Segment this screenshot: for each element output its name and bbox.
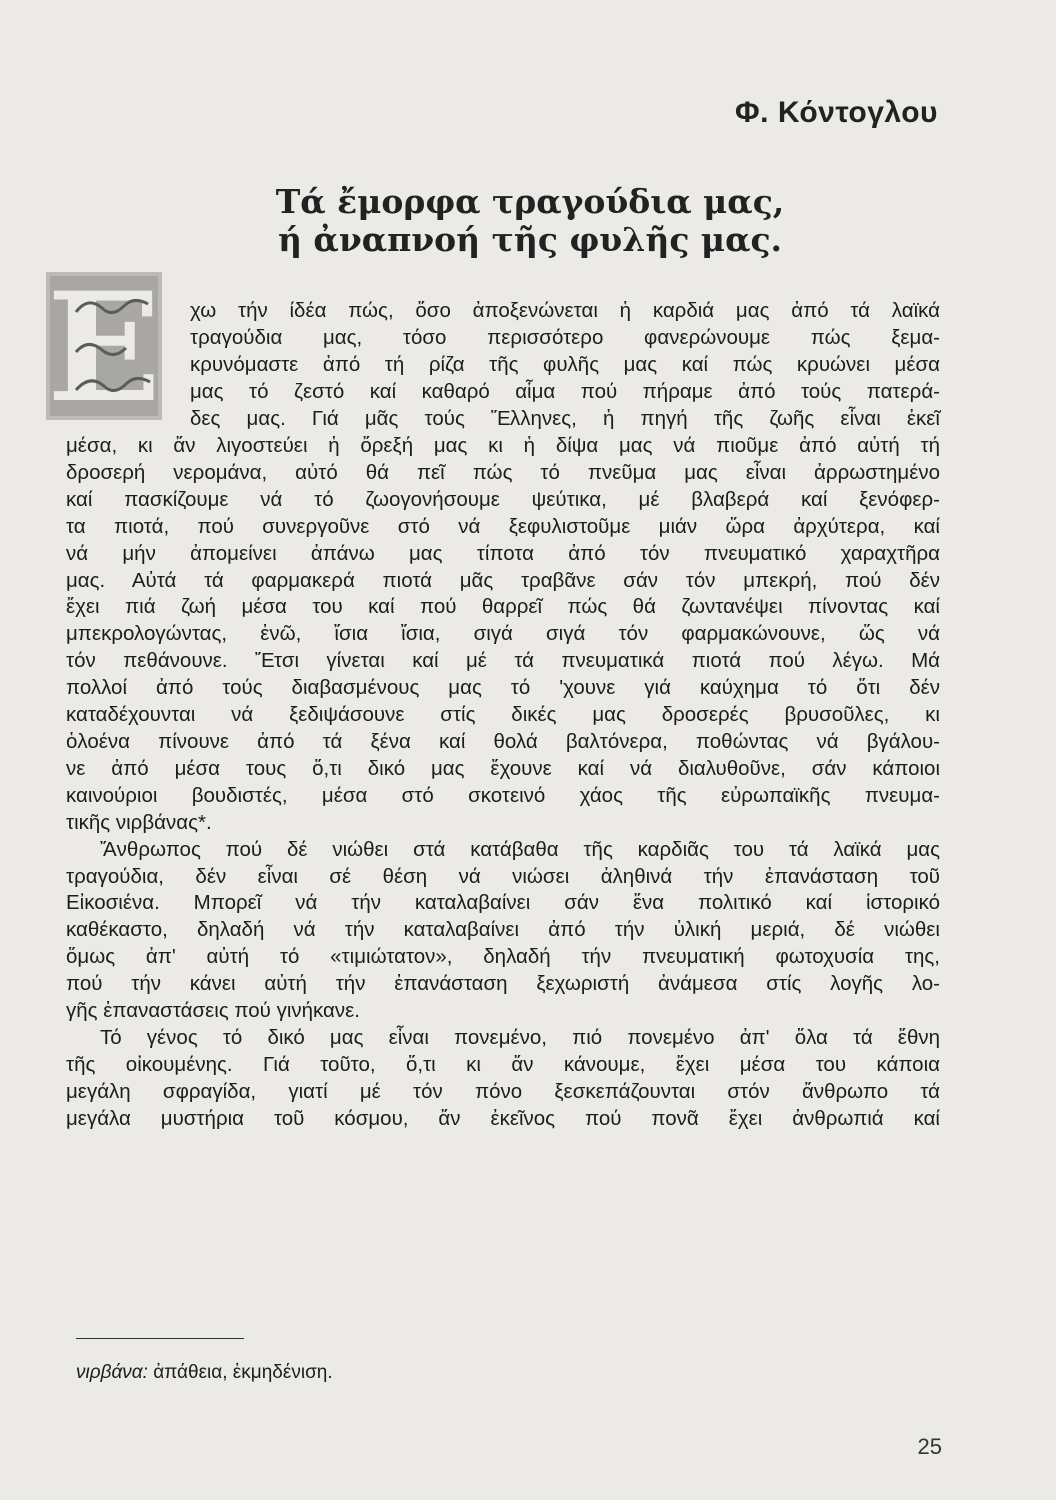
- text-line: καί πασκίζουμε νά τό ζωογονήσουμε ψεύτικα, μέ βλαβερά καί ξενόφερ-: [66, 487, 940, 511]
- text-line: καταδέχουνται νά ξεδιψάσουνε στίς δικές μας δροσερές βρυσοῦλες, κι: [66, 703, 940, 727]
- text-line: νε ἀπό μέσα τους ὅ,τι δικό μας ἔχουνε καί νά διαλυθοῦνε, σάν κάποιοι: [66, 756, 940, 780]
- text-line: δες μας. Γιά μᾶς τούς Ἕλληνες, ἡ πηγή τῆς ζωῆς εἶναι ἐκεῖ: [190, 406, 940, 430]
- text-line: μέσα, κι ἄν λιγοστεύει ἡ ὄρεξή μας κι ἡ δίψα μας νά πιοῦμε ἀπό αὐτή τή: [66, 434, 940, 457]
- drop-cap-letter: Ε: [46, 272, 162, 420]
- page-number: 25: [917, 1434, 942, 1459]
- author-name: Φ. Κόντογλου: [735, 96, 938, 129]
- text-line: πολλοί ἀπό τούς διαβασμένους μας τό 'χουνε γιά καύχημα τό ὅτι δέν: [66, 676, 940, 700]
- text-line: Τό γένος τό δικό μας εἶναι πονεμένο, πιό πονεμένο ἀπ' ὅλα τά ἔθνη: [100, 1025, 940, 1049]
- text-line: Ἄνθρωπος πού δέ νιώθει στά κατάβαθα τῆς καρδιᾶς του τά λαϊκά μας: [100, 837, 940, 861]
- text-line: χω τήν ίδέα πώς, ὅσο ἀποξενώνεται ἡ καρδιά μας ἀπό τά λαϊκά: [190, 299, 940, 322]
- text-line: Εἰκοσιένα. Μπορεῖ νά τήν καταλαβαίνει σάν ἕνα πολιτικό καί ἱστορικό: [66, 891, 940, 915]
- footnote-term: νιρβάνα:: [76, 1362, 148, 1383]
- text-line: ὅμως ἀπ' αὐτή τό «τιμιώτατον», δηλαδή τήν πνευματική φωτοχυσία της,: [66, 945, 940, 969]
- text-line: τα πιοτά, πού συνεργοῦνε στό νά ξεφυλιστοῦμε μιάν ὥρα ἀρχύτερα, καί: [66, 514, 940, 538]
- text-line: τόν πεθάνουνε. Ἔτσι γίνεται καί μέ τά πνευματικά πιοτά πού λέγω. Μά: [66, 649, 940, 673]
- title-line-1: Τά ἔμορφα τραγούδια μας,: [275, 182, 785, 221]
- text-line: μπεκρολογώντας, ἐνῶ, ἴσια ἴσια, σιγά σιγά τόν φαρμακώνουνε, ὥς νά: [66, 622, 940, 646]
- footnote-definition: ἀπάθεια, ἐκμηδένιση.: [153, 1362, 333, 1383]
- text-line: γῆς ἐπαναστάσεις πού γινήκανε.: [66, 999, 360, 1023]
- text-line: δροσερή νερομάνα, αὐτό θά πεῖ πώς τό πνεῦμα μας εἶναι ἀρρωστημένο: [66, 460, 940, 484]
- text-line: κρυνόμαστε ἀπό τή ρίζα τῆς φυλῆς μας καί πώς κρυώνει μέσα: [190, 352, 940, 376]
- text-line: καθέκαστο, δηλαδή νά τήν καταλαβαίνει ἀπό τήν ὑλική μεριά, δέ νιώθει: [66, 918, 940, 942]
- text-line: τραγούδια μας, τόσο περισσότερο φανερώνουμε πώς ξεμα-: [190, 325, 940, 349]
- text-line: ἔχει πιά ζωή μέσα του καί πού θαρρεῖ πώς θά ζωντανέψει πίνοντας καί: [66, 595, 940, 619]
- opening-lines: [190, 298, 940, 433]
- text-line: ὁλοένα πίνουνε ἀπό τά ξένα καί θολά βαλτόνερα, ποθώντας νά βγάλου-: [66, 729, 940, 753]
- text-line: μας τό ζεστό καί καθαρό αἷμα πού πήραμε ἀπό τούς πατερά-: [190, 379, 940, 403]
- text-line: πού τήν κάνει αὐτή τήν ἐπανάσταση ξεχωριστή ἀνάμεσα στίς λογῆς λο-: [66, 972, 940, 996]
- text-line: μεγάλη σφραγίδα, γιατί μέ τόν πόνο ξεσκεπάζουνται στόν ἄνθρωπο τά: [66, 1079, 940, 1103]
- chapter-title: [250, 183, 810, 259]
- text-line: μας. Αὐτά τά φαρμακερά πιοτά μᾶς τραβᾶνε σάν τόν μπεκρή, πού δέν: [66, 568, 940, 592]
- footnote: [76, 1362, 333, 1384]
- text-line: μεγάλα μυστήρια τοῦ κόσμου, ἄν ἐκεῖνος πού πονᾶ ἔχει ἀνθρωπιά καί: [66, 1106, 940, 1130]
- text-line: τῆς οἰκουμένης. Γιά τοῦτο, ὅ,τι κι ἄν κάνουμε, ἔχει μέσα του κάποια: [66, 1052, 940, 1076]
- text-line: τικῆς νιρβάνας*.: [66, 810, 212, 834]
- text-line: τραγούδια, δέν εἶναι σέ θέση νά νιώσει ἀληθινά τήν ἐπανάσταση τοῦ: [66, 864, 940, 888]
- text-line: νά μήν ἀπομείνει ἀπάνω μας τίποτα ἀπό τόν πνευματικό χαραχτῆρα: [66, 541, 940, 565]
- title-line-2: ή ἀναπνοή τῆς φυλῆς μας.: [277, 220, 783, 259]
- footnote-divider: [76, 1338, 244, 1339]
- body-text: [66, 433, 940, 1133]
- ornamental-drop-cap: [46, 272, 162, 420]
- text-line: καινούριοι βουδιστές, μέσα στό σκοτεινό χάος τῆς εὐρωπαϊκῆς πνευμα-: [66, 783, 940, 807]
